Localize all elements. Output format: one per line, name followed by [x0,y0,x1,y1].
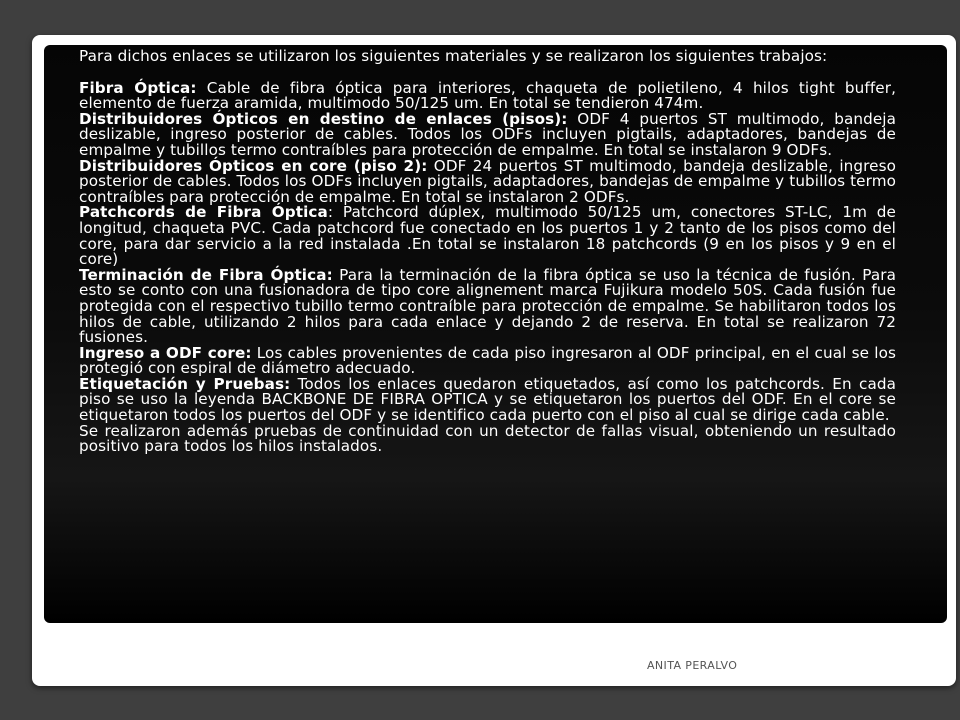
intro-paragraph: Para dichos enlaces se utilizaron los siguientes materiales y se realizaron los siguientes trabajos: [79,47,828,65]
item-term: Etiquetación y Pruebas: [79,374,291,393]
item-ingreso-odf [79,343,896,378]
item-text: Para la terminación de la fibra óptica se uso la técnica de fusión. Para esto se conto con una fusionadora de tipo core alignement marca Fujikura modelo 50S. Cada fusión fue protegida con el respectivo tubillo termo contraíble para protección de empalme. Se habilitaron todos los hilos de cable, utilizando 2 hilos para cada enlace y dejando 2 de reserva. En total se realizaron 72 fusiones. [79,265,897,347]
item-distribuidores-core [79,156,896,206]
item-patchcords [79,205,896,267]
item-text: Los cables provenientes de cada piso ingresaron al ODF principal, en el cual se los protegió con espiral de diámetro adecuado. [79,343,896,378]
content-panel [44,45,947,623]
item-text: Todos los enlaces quedaron etiquetados, así como los patchcords. En cada piso se uso la leyenda BACKBONE DE FIBRA OPTICA y se etiquetaron los puertos del ODF. En el core se etiquetaron todos los puertos del ODF y se identifico cada puerto con el piso al cual se dirige cada cable. [79,374,896,425]
item-text: ODF 24 puertos ST multimodo, bandeja deslizable, ingreso posterior de cables. Todos los ODFs incluyen pigtails, adaptadores, bandejas de empalme y tubillos termo contraíbles para protección de empalme. En total se instalaron 2 ODFs. [79,156,896,206]
item-text: : Patchcord dúplex, multimodo 50/125 um, conectores ST-LC, 1m de longitud, chaqueta PVC. Cada patchcord fue conectado en los puertos 1 y 2 tanto de los pisos como del core, para dar servicio a la red instalada .En total se instalaron 18 patchcords (9 en los pisos y 9 en el core) [79,203,896,269]
footer-author: ANITA PERALVO [647,659,738,672]
item-text: ODF 4 puertos ST multimodo, bandeja deslizable, ingreso posterior de cables. Todos los ODFs incluyen pigtails, adaptadores, bandejas de empalme y tubillos termo contraíbles para protección de empalme. En total se instalaron 9 ODFs. [79,109,896,159]
item-term: Patchcords de Fibra Óptica [79,203,328,222]
body-text [79,49,896,455]
item-distribuidores-pisos [79,109,896,159]
closing-paragraph: Se realizaron además pruebas de continuidad con un detector de fallas visual, obteniendo un resultado positivo para todos los hilos instalados. [79,421,896,456]
item-term: Fibra Óptica: [79,78,197,97]
item-term: Ingreso a ODF core: [79,343,252,362]
item-terminacion [79,265,897,347]
item-text: Cable de fibra óptica para interiores, chaqueta de polietileno, 4 hilos tight buffer, elemento de fuerza aramida, multimodo 50/125 um. En total se tendieron 474m. [79,78,896,113]
slide [32,35,956,686]
item-term: Distribuidores Ópticos en core (piso 2): [79,156,428,175]
item-fibra-optica [79,78,896,113]
item-term: Distribuidores Ópticos en destino de enlaces (pisos): [79,109,568,128]
item-term: Terminación de Fibra Óptica: [79,265,333,284]
item-etiquetacion [79,374,896,425]
